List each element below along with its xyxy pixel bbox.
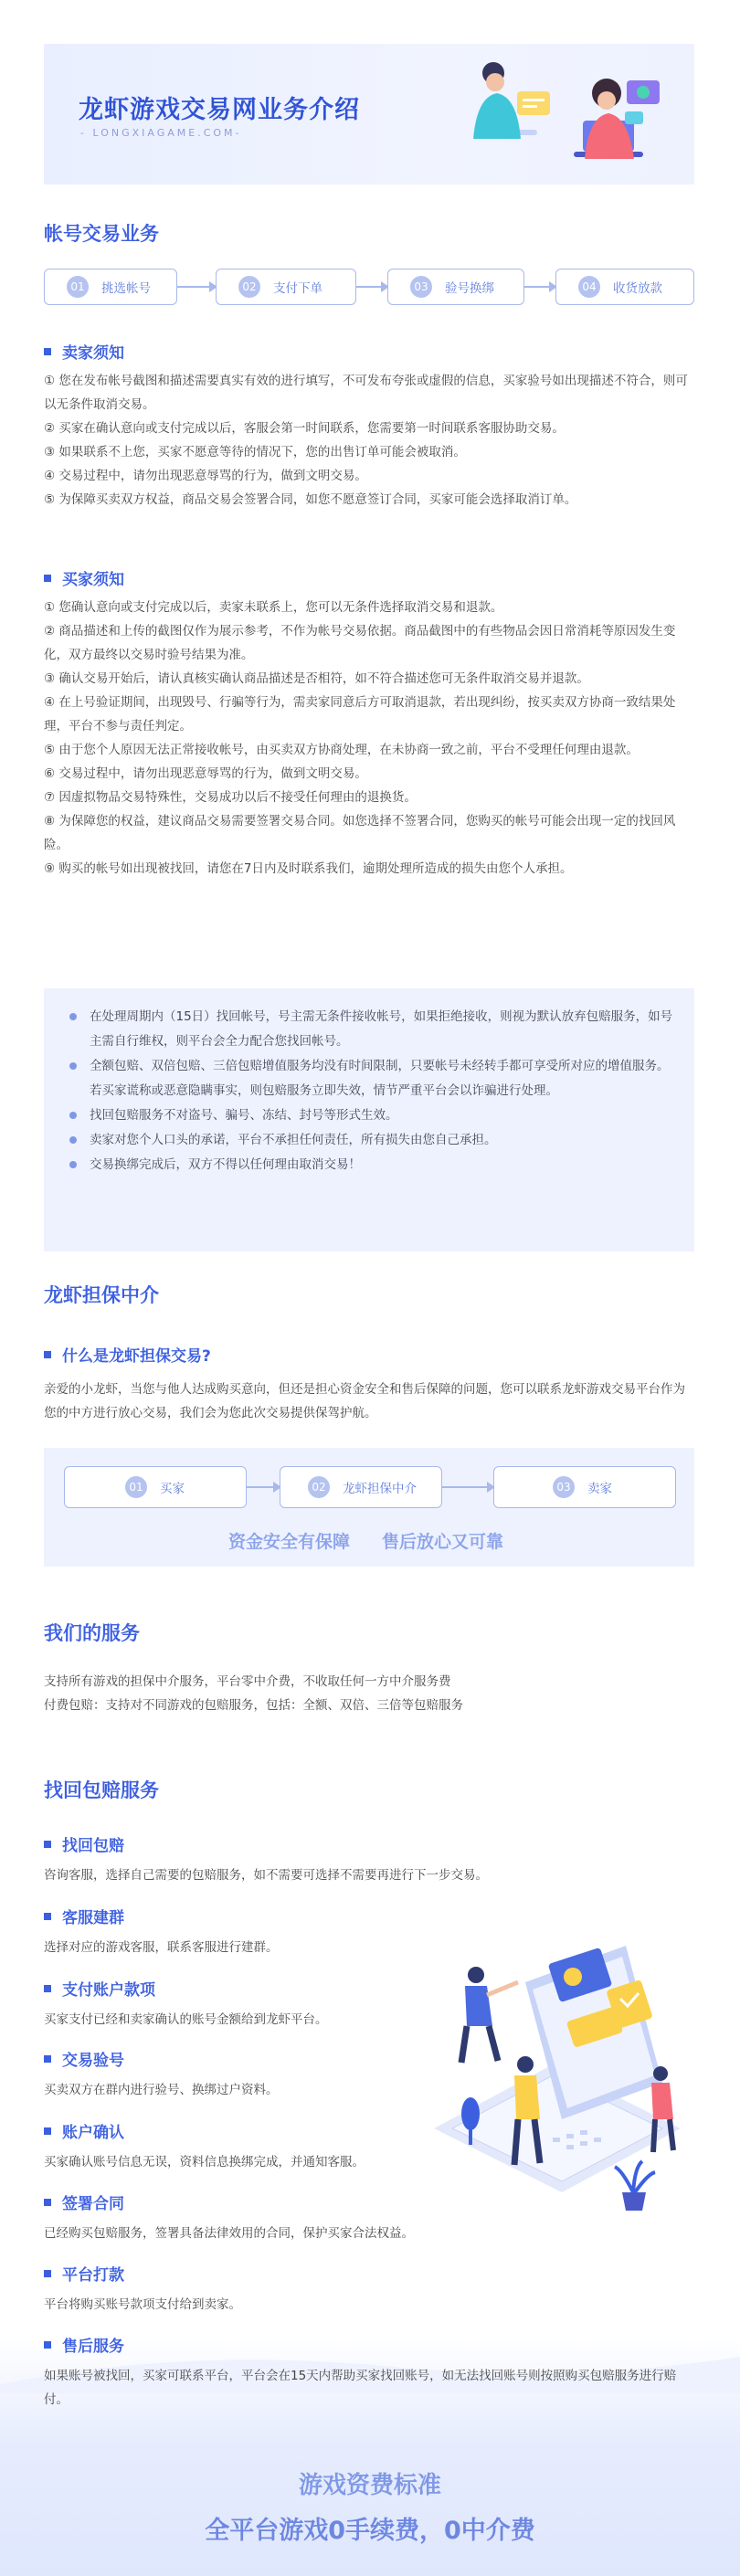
buyer-notice-list: [44, 596, 694, 881]
list-item: ⑥ 交易过程中，请勿出现恶意辱骂的行为，做到文明交易。: [44, 766, 367, 781]
important-notes-box: [44, 988, 694, 1251]
page-title: 龙虾游戏交易网业务介绍: [79, 96, 360, 124]
recovery-step-desc: 平台将购买账号款项支付给到卖家。: [44, 2297, 241, 2312]
list-item: ⑨ 购买的帐号如出现被找回，请您在7日内及时联系我们，逾期处理所造成的损失由您个人承担。: [44, 861, 573, 876]
list-item: ④ 交易过程中，请勿出现恶意辱骂的行为，做到文明交易。: [44, 469, 367, 483]
buyer-notice-title: 买家须知: [44, 566, 124, 589]
service-line: 支持所有游戏的担保中介服务，平台零中介费，不收取任何一方中介服务费: [44, 1674, 451, 1689]
process-step-3: [387, 269, 524, 305]
note-item: 在处理周期内（15日）找回帐号，号主需无条件接收帐号，如果拒绝接收，则视为默认放弃包赔服务，如号主需自行维权，则平台会全力配合您找回帐号。: [64, 1005, 674, 1054]
section-title-recovery: 找回包赔服务: [44, 1779, 159, 1801]
list-item: ③ 如果联系不上您，买家不愿意等待的情况下，您的出售订单可能会被取消。: [44, 445, 466, 459]
service-line: 付费包赔：支持对不同游戏的包赔服务，包括：全额、双倍、三倍等包赔服务: [44, 1698, 463, 1713]
site-domain: - LONGXIAGAME.COM-: [80, 127, 242, 139]
seller-notice-list: [44, 369, 694, 512]
list-item: ① 您确认意向或支付完成以后，卖家未联系上，您可以无条件选择取消交易和退款。: [44, 600, 503, 615]
recovery-step-desc: 咨询客服，选择自己需要的包赔服务，如不需要可选择不需要再进行下一步交易。: [44, 1868, 488, 1883]
process-step-1: [44, 269, 177, 305]
recovery-step-title: 支付账户款项: [44, 1977, 155, 2000]
step-number: 01: [125, 1476, 147, 1498]
slogan-after-sales: 售后放心又可靠: [382, 1532, 504, 1552]
recovery-step-title: 找回包赔: [44, 1832, 124, 1855]
step-label: 支付下单: [273, 281, 322, 296]
step-label: 收货放款: [613, 281, 662, 296]
note-item: 全额包赔、双倍包赔、三倍包赔增值服务均没有时间限制，只要帐号未经转手都可享受所对应的增值服务。若买家谎称或恶意隐瞒事实，则包赔服务立即失效，情节严重平台会以诈骗进行处理。: [64, 1054, 674, 1103]
arrow-icon: [177, 286, 216, 288]
step-number: 03: [553, 1476, 575, 1498]
footer-heading: 游戏资费标准: [298, 2472, 441, 2499]
recovery-step-title: 售后服务: [44, 2333, 124, 2356]
arrow-icon: [442, 1486, 493, 1488]
step-number: 03: [410, 276, 432, 298]
process-step-4: [555, 269, 694, 305]
recovery-step-title: 账户确认: [44, 2119, 124, 2142]
step-number: 02: [238, 276, 260, 298]
step-label: 验号换绑: [445, 281, 494, 296]
step-label: 卖家: [587, 1482, 612, 1496]
arrow-icon: [247, 1486, 280, 1488]
seller-notice-title: 卖家须知: [44, 340, 124, 363]
header-banner: [44, 44, 694, 185]
list-item: ③ 确认交易开始后，请认真核实确认商品描述是否相符，如不符合描述您可无条件取消交易并退款。: [44, 671, 589, 686]
list-item: ⑦ 因虚拟物品交易特殊性，交易成功以后不接受任何理由的退换货。: [44, 790, 417, 805]
recovery-step-title: 交易验号: [44, 2047, 124, 2070]
section-title-services: 我们的服务: [44, 1622, 140, 1644]
recovery-step-title: 平台打款: [44, 2262, 124, 2285]
arrow-icon: [524, 286, 555, 288]
step-label: 挑选帐号: [101, 281, 151, 296]
section-title-guarantee: 龙虾担保中介: [44, 1284, 159, 1306]
step-number: 02: [308, 1476, 330, 1498]
note-item: 找回包赔服务不对盗号、骗号、冻结、封号等形式生效。: [64, 1103, 674, 1128]
slogan-safety: 资金安全有保障: [228, 1532, 351, 1552]
note-item: 卖家对您个人口头的承诺，平台不承担任何责任，所有损失由您自己承担。: [64, 1128, 674, 1153]
list-item: ② 买家在确认意向或支付完成以后，客服会第一时间联系，您需要第一时间联系客服协助交易。: [44, 421, 565, 436]
arrow-icon: [356, 286, 387, 288]
list-item: ⑤ 为保障买卖双方权益，商品交易会签署合同，如您不愿意签订合同，买家可能会选择取消订单。: [44, 492, 577, 507]
step-label: 买家: [160, 1482, 185, 1496]
step-label: 龙虾担保中介: [343, 1482, 417, 1496]
recovery-step-desc: 买家支付已经和卖家确认的账号金额给到龙虾平台。: [44, 2012, 328, 2027]
list-item: ② 商品描述和上传的截图仅作为展示参考，不作为帐号交易依据。商品截图中的有些物品会因日常消耗等原因发生变化，双方最终以交易时验号结果为准。: [44, 624, 676, 662]
services-description: [44, 1670, 694, 1717]
step-number: 01: [67, 276, 89, 298]
flow-step-seller: [493, 1466, 676, 1508]
flow-step-buyer: [64, 1466, 247, 1508]
flow-step-guarantee: [280, 1466, 442, 1508]
list-item: ④ 在上号验证期间，出现毁号、行骗等行为，需卖家同意后方可取消退款，若出现纠纷，按买卖双方协商一致结果处理，平台不参与责任判定。: [44, 695, 676, 734]
laptop-team-illustration: [416, 1918, 690, 2220]
recovery-step-title: 客服建群: [44, 1905, 124, 1927]
recovery-step-desc: 选择对应的游戏客服，联系客服进行建群。: [44, 1940, 279, 1955]
people-chat-illustration: [446, 57, 683, 177]
recovery-step-desc: 如果账号被找回，买家可联系平台，平台会在15天内帮助买家找回账号，如无法找回账号则按照购买包赔服务进行赔付。: [44, 2369, 677, 2407]
guarantee-description: 亲爱的小龙虾，当您与他人达成购买意向，但还是担心资金安全和售后保障的问题，您可以联系龙虾游戏交易平台作为您的中方进行放心交易，我们会为您此次交易提供保驾护航。: [44, 1382, 685, 1420]
process-step-2: [216, 269, 356, 305]
guarantee-question-title: 什么是龙虾担保交易?: [44, 1343, 211, 1366]
list-item: ⑧ 为保障您的权益，建议商品交易需要签署交易合同。如您选择不签署合同，您购买的帐号可能会出现一定的找回风险。: [44, 814, 676, 852]
list-item: ⑤ 由于您个人原因无法正常接收帐号，由买卖双方协商处理，在未协商一致之前，平台不受理任何理由退款。: [44, 743, 639, 757]
note-item: 交易换绑完成后，双方不得以任何理由取消交易！: [64, 1153, 674, 1177]
recovery-step-desc: 买家确认账号信息无误，资料信息换绑完成，并通知客服。: [44, 2155, 365, 2170]
recovery-step-desc: 已经购买包赔服务，签署具备法律效用的合同，保护买家合法权益。: [44, 2226, 414, 2241]
section-title-account: 帐号交易业务: [44, 223, 159, 245]
footer-slogan: 全平台游戏0手续费，0中介费: [205, 2517, 535, 2545]
recovery-step-desc: 买卖双方在群内进行验号、换绑过户资料。: [44, 2083, 279, 2097]
step-number: 04: [578, 276, 600, 298]
list-item: ① 您在发布帐号截图和描述需要真实有效的进行填写，不可发布夸张或虚假的信息，买家验号如出现描述不符合，则可以无条件取消交易。: [44, 374, 688, 412]
recovery-step-title: 签署合同: [44, 2191, 124, 2213]
